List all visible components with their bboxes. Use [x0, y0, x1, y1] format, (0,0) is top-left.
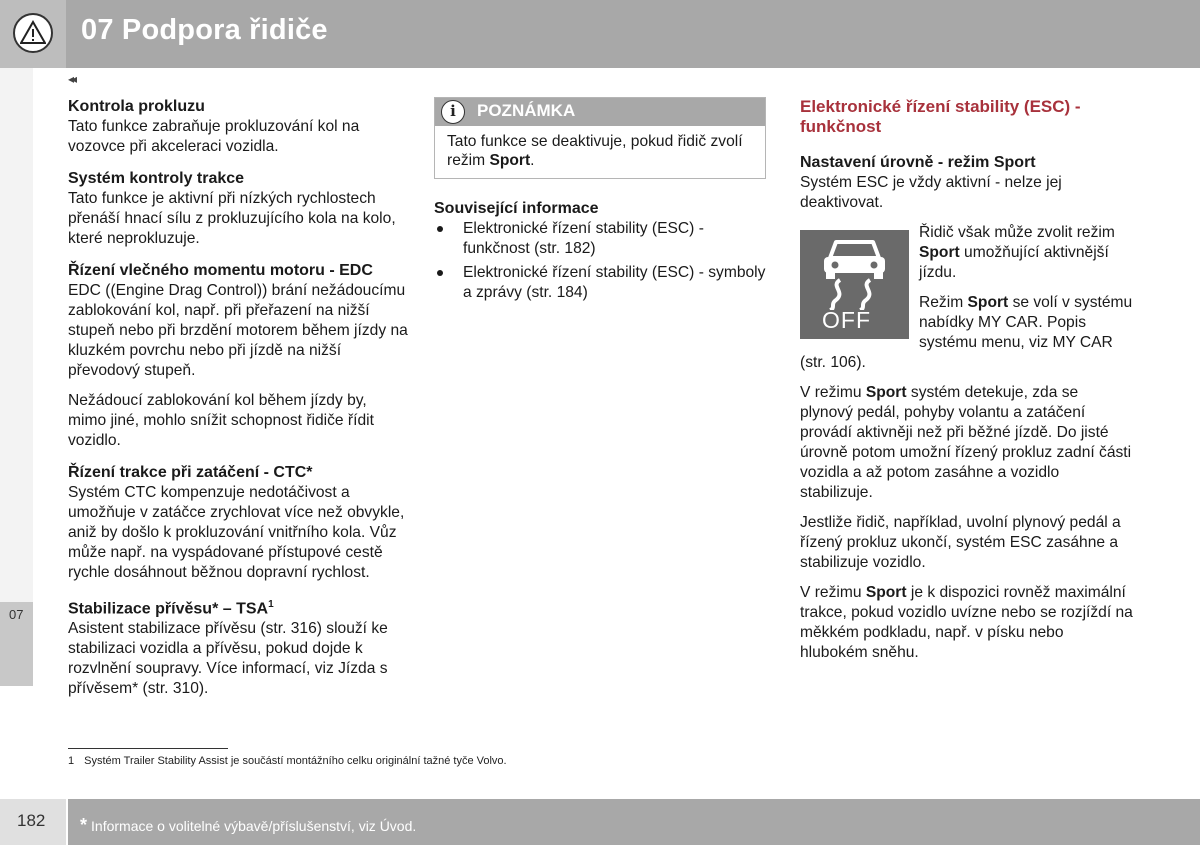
- text: V režimu: [800, 584, 866, 601]
- back-arrows-icon[interactable]: ◂◂: [68, 72, 75, 86]
- esc-off-label: OFF: [822, 307, 871, 333]
- footnote-number: 1: [68, 755, 75, 767]
- related-list: [434, 219, 766, 303]
- footnote-rule: [68, 748, 228, 749]
- footer-note-text: Informace o volitelné výbavě/příslušenství, viz Úvod.: [91, 818, 417, 834]
- section-text: [800, 383, 1135, 503]
- footer-note: [80, 815, 416, 836]
- chapter-tab-label: 07: [9, 607, 24, 622]
- heading-text: Stabilizace přívěsu* – TSA: [68, 600, 269, 618]
- page-number: 182: [17, 811, 46, 830]
- bold-sport: Sport: [967, 294, 1009, 311]
- footnote: [68, 755, 507, 767]
- note-box: [434, 97, 766, 179]
- section-heading: Kontrola prokluzu: [68, 98, 205, 115]
- section-heading: Řízení vlečného momentu motoru - EDC: [68, 262, 373, 279]
- text: se volí v systému nabídky MY CAR. Popis systému menu, viz MY CAR (str. 106).: [800, 294, 1133, 371]
- section-text: Asistent stabilizace přívěsu (str. 316) slouží ke stabilizaci vozidla a přívěsu, pokud dojde k rozvlnění soupravy. Více informací, viz Jízda s přívěsem* (str. 310).: [68, 620, 388, 698]
- footnote-text: Systém Trailer Stability Assist je součástí montážního celku originální tažné tyče Volvo.: [84, 755, 507, 767]
- section-text: EDC ((Engine Drag Control)) brání nežádoucímu zablokování kol, např. při přeřazení na nižší stupeň nebo při brzdění motorem během jízdy na kluzkém povrchu nebo při jízdě na nižší převodový stupeň.: [68, 282, 408, 379]
- section-text: Jestliže řidič, například, uvolní plynový pedál a řízený prokluz ukončí, systém ESC zasáhne a stabilizuje vozidlo.: [800, 514, 1121, 571]
- warning-triangle-icon: [13, 13, 53, 53]
- section-text: Tato funkce zabraňuje prokluzování kol na vozovce při akceleraci vozidla.: [68, 118, 360, 155]
- header-icon-box: [0, 0, 66, 68]
- related-link[interactable]: Elektronické řízení stability (ESC) - funkčnost (str. 182): [434, 219, 766, 259]
- section-heading: Nastavení úrovně - režim Sport: [800, 154, 1036, 171]
- note-title: POZNÁMKA: [477, 101, 576, 120]
- text: V režimu: [800, 384, 866, 401]
- page-title: 07 Podpora řidiče: [81, 14, 328, 46]
- column-1: [68, 97, 408, 711]
- section-kontrola-prokluzu: [68, 97, 408, 157]
- text: je k dispozici rovněž maximální trakce, pokud vozidlo uvízne nebo se rozjíždí na měkkém podkladu, např. v písku nebo hlubokém sněhu.: [800, 584, 1133, 661]
- bold-sport: Sport: [865, 384, 907, 401]
- section-text: Tato funkce je aktivní při nízkých rychlostech přenáší hnací sílu z prokluzujícího kola na kolo, které neprokluzuje.: [68, 190, 396, 247]
- section-text: [800, 583, 1135, 663]
- section-heading: Systém kontroly trakce: [68, 170, 245, 187]
- asterisk-icon: *: [80, 815, 88, 835]
- section-text: Nežádoucí zablokování kol během jízdy by, mimo jiné, mohlo snížit schopnost řidiče řídit vozidlo.: [68, 392, 374, 449]
- text: Řidič však může zvolit režim: [919, 224, 1115, 241]
- related-heading: Související informace: [434, 200, 599, 217]
- section-text: Systém ESC je vždy aktivní - nelze jej deaktivovat.: [800, 174, 1062, 211]
- section-title: Elektronické řízení stability (ESC) - funkčnost: [800, 97, 1081, 136]
- footnote-ref[interactable]: 1: [268, 599, 274, 610]
- side-strip: [0, 68, 33, 602]
- info-icon: i: [441, 100, 465, 124]
- bold-sport: Sport: [919, 244, 960, 261]
- section-heading: [68, 595, 408, 619]
- section-edc: [68, 261, 408, 451]
- section-text: Systém CTC kompenzuje nedotáčivost a umožňuje v zatáčce zrychlovat více než obvykle, aniž by došlo k prokluzování vnitřního kola. Vůz může např. na vyspádované přístupové cestě rychle dosáhnout běžnou dopravní rychlost.: [68, 484, 405, 581]
- text: systém detekuje, zda se plynový pedál, pohyby volantu a zatáčení provádí aktivněji než při běžné jízdě. Do jisté úrovně potom umožní řízený prokluz zadní části vozidla a až potom zasáhne a vozidlo stabilizuje.: [800, 384, 1132, 501]
- column-3: [800, 97, 1135, 673]
- bold-sport: Sport: [865, 584, 907, 601]
- note-text-end: .: [530, 152, 535, 169]
- esc-off-icon: [800, 230, 909, 339]
- note-body: [435, 126, 765, 178]
- section-ctc: [68, 463, 408, 583]
- related-link[interactable]: Elektronické řízení stability (ESC) - symboly a zprávy (str. 184): [434, 263, 766, 303]
- chapter-tab[interactable]: [0, 602, 33, 686]
- text: Režim: [919, 294, 968, 311]
- section-heading: Řízení trakce při zatáčení - CTC*: [68, 464, 313, 481]
- text: umožňující aktivnější jízdu.: [919, 244, 1109, 281]
- note-bold: Sport: [489, 152, 531, 169]
- note-text: Tato funkce se deaktivuje, pokud řidič zvolí režim: [447, 133, 743, 169]
- column-2: [434, 97, 766, 307]
- section-tsa: [68, 595, 408, 699]
- section-kontrola-trakce: [68, 169, 408, 249]
- note-header: [435, 98, 765, 126]
